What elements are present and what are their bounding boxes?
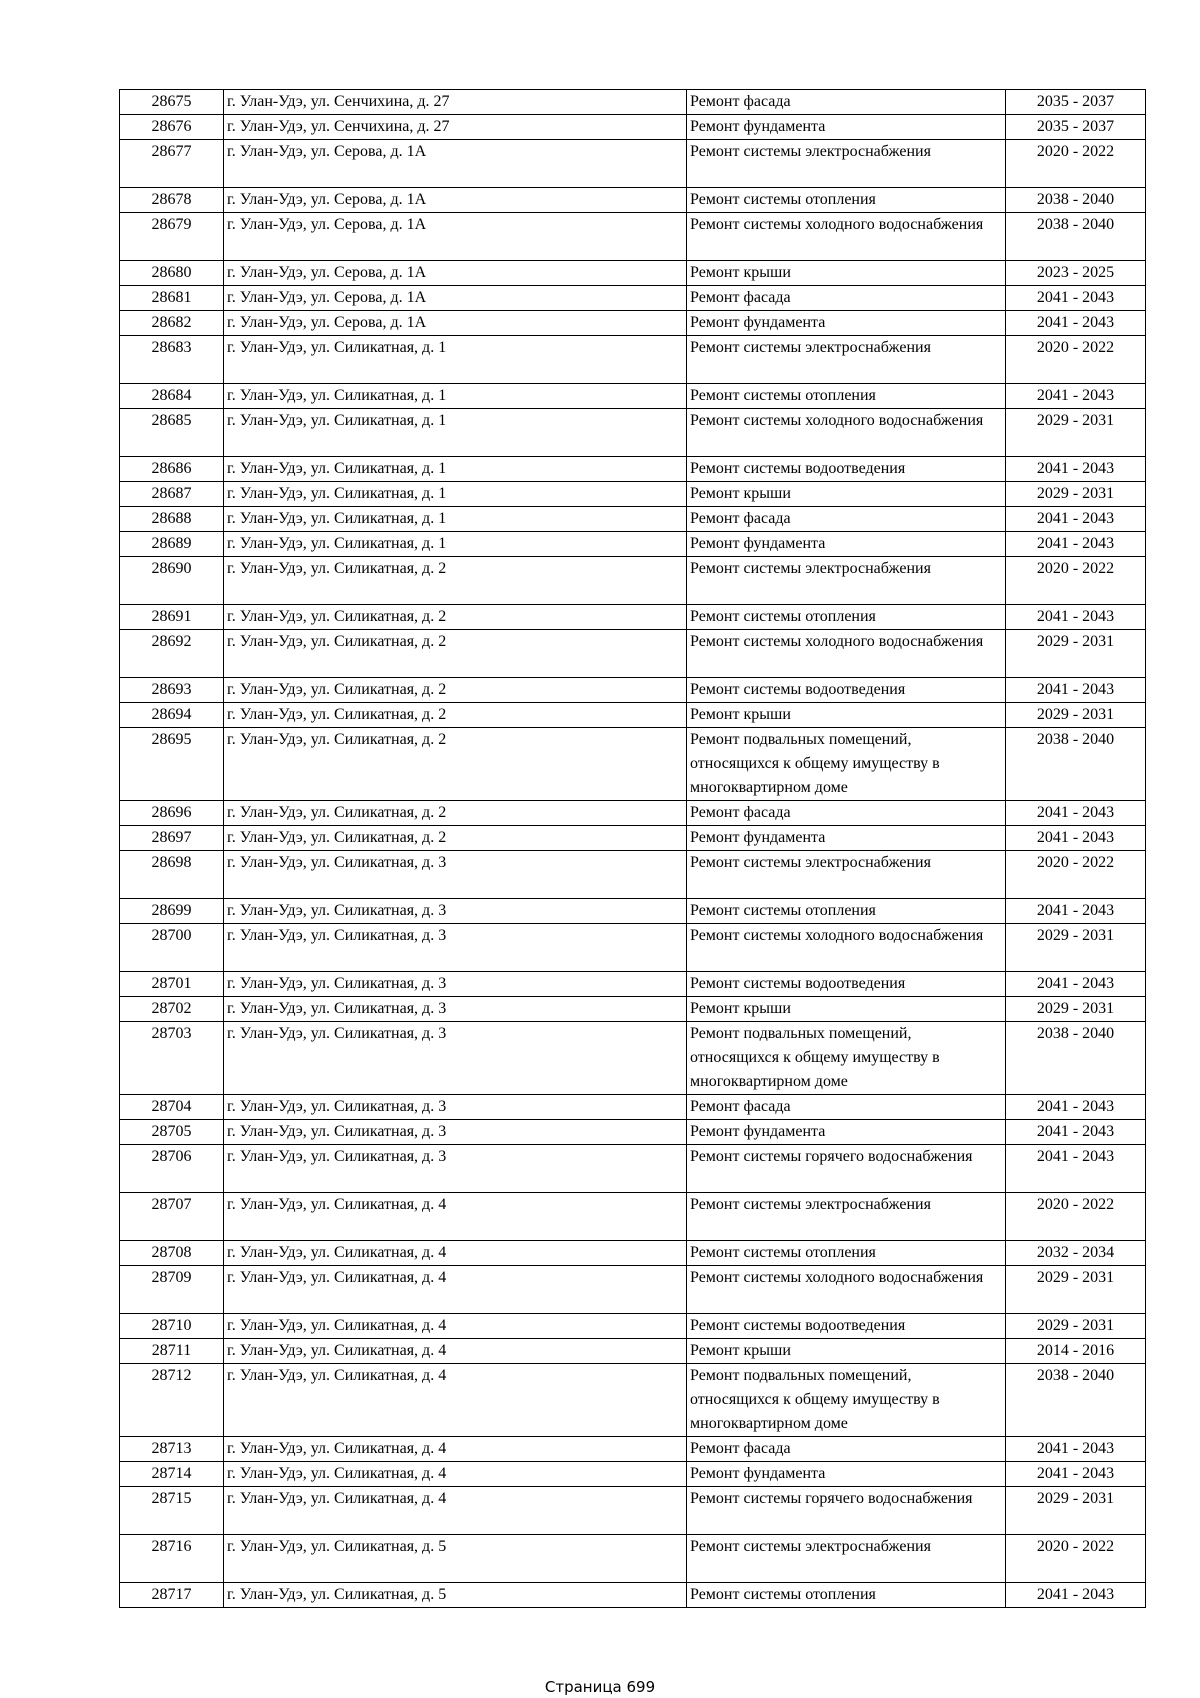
table-row (120, 972, 1146, 997)
period-cell: 2020 - 2022 (1006, 140, 1146, 188)
period-cell: 2023 - 2025 (1006, 261, 1146, 286)
period-cell: 2029 - 2031 (1006, 997, 1146, 1022)
work-type-cell: Ремонт системы электроснабжения (687, 557, 1006, 605)
work-type-cell: Ремонт фундамента (687, 1462, 1006, 1487)
work-type-cell: Ремонт фундамента (687, 1120, 1006, 1145)
table-row (120, 1022, 1146, 1095)
table-row (120, 90, 1146, 115)
table-row (120, 1095, 1146, 1120)
period-cell: 2029 - 2031 (1006, 924, 1146, 972)
row-number-cell: 28685 (120, 409, 224, 457)
period-cell: 2029 - 2031 (1006, 482, 1146, 507)
work-type-cell: Ремонт фасада (687, 1095, 1006, 1120)
address-cell: г. Улан-Удэ, ул. Силикатная, д. 1 (224, 409, 687, 457)
period-cell: 2041 - 2043 (1006, 899, 1146, 924)
period-cell: 2020 - 2022 (1006, 851, 1146, 899)
work-type-cell: Ремонт системы водоотведения (687, 457, 1006, 482)
period-cell: 2029 - 2031 (1006, 1266, 1146, 1314)
table-row (120, 801, 1146, 826)
table-row (120, 851, 1146, 899)
period-cell: 2020 - 2022 (1006, 1535, 1146, 1583)
address-cell: г. Улан-Удэ, ул. Силикатная, д. 4 (224, 1364, 687, 1437)
work-type-cell: Ремонт системы отопления (687, 384, 1006, 409)
row-number-cell: 28709 (120, 1266, 224, 1314)
address-cell: г. Улан-Удэ, ул. Силикатная, д. 4 (224, 1487, 687, 1535)
row-number-cell: 28677 (120, 140, 224, 188)
work-type-cell: Ремонт фасада (687, 801, 1006, 826)
address-cell: г. Улан-Удэ, ул. Сенчихина, д. 27 (224, 115, 687, 140)
work-type-cell: Ремонт фасада (687, 90, 1006, 115)
address-cell: г. Улан-Удэ, ул. Силикатная, д. 3 (224, 997, 687, 1022)
period-cell: 2041 - 2043 (1006, 532, 1146, 557)
row-number-cell: 28679 (120, 213, 224, 261)
period-cell: 2038 - 2040 (1006, 728, 1146, 801)
row-number-cell: 28692 (120, 630, 224, 678)
work-type-cell: Ремонт системы электроснабжения (687, 1535, 1006, 1583)
table-row (120, 899, 1146, 924)
table-row (120, 482, 1146, 507)
row-number-cell: 28681 (120, 286, 224, 311)
table-row (120, 507, 1146, 532)
work-type-cell: Ремонт крыши (687, 482, 1006, 507)
row-number-cell: 28711 (120, 1339, 224, 1364)
period-cell: 2041 - 2043 (1006, 384, 1146, 409)
table-row (120, 605, 1146, 630)
row-number-cell: 28684 (120, 384, 224, 409)
work-type-cell: Ремонт системы отопления (687, 605, 1006, 630)
row-number-cell: 28716 (120, 1535, 224, 1583)
table-row (120, 1462, 1146, 1487)
table-row (120, 1364, 1146, 1437)
row-number-cell: 28701 (120, 972, 224, 997)
table-row (120, 1145, 1146, 1193)
address-cell: г. Улан-Удэ, ул. Силикатная, д. 4 (224, 1193, 687, 1241)
table-row (120, 1120, 1146, 1145)
address-cell: г. Улан-Удэ, ул. Силикатная, д. 2 (224, 826, 687, 851)
period-cell: 2041 - 2043 (1006, 605, 1146, 630)
page-number: Страница 699 (544, 1678, 656, 1696)
work-type-cell: Ремонт системы горячего водоснабжения (687, 1487, 1006, 1535)
row-number-cell: 28714 (120, 1462, 224, 1487)
period-cell: 2041 - 2043 (1006, 286, 1146, 311)
address-cell: г. Улан-Удэ, ул. Силикатная, д. 3 (224, 851, 687, 899)
address-cell: г. Улан-Удэ, ул. Силикатная, д. 5 (224, 1583, 687, 1608)
period-cell: 2041 - 2043 (1006, 678, 1146, 703)
capital-repair-table (119, 89, 1146, 1608)
period-cell: 2041 - 2043 (1006, 507, 1146, 532)
table-row (120, 997, 1146, 1022)
work-type-cell: Ремонт подвальных помещений, относящихся к общему имуществу в многоквартирном доме (687, 728, 1006, 801)
work-type-cell: Ремонт системы холодного водоснабжения (687, 924, 1006, 972)
address-cell: г. Улан-Удэ, ул. Силикатная, д. 1 (224, 384, 687, 409)
address-cell: г. Улан-Удэ, ул. Силикатная, д. 1 (224, 532, 687, 557)
period-cell: 2020 - 2022 (1006, 557, 1146, 605)
table-row (120, 678, 1146, 703)
work-type-cell: Ремонт системы холодного водоснабжения (687, 213, 1006, 261)
period-cell: 2041 - 2043 (1006, 972, 1146, 997)
table-row (120, 1241, 1146, 1266)
work-type-cell: Ремонт фасада (687, 507, 1006, 532)
row-number-cell: 28696 (120, 801, 224, 826)
row-number-cell: 28682 (120, 311, 224, 336)
work-type-cell: Ремонт фасада (687, 286, 1006, 311)
period-cell: 2038 - 2040 (1006, 188, 1146, 213)
address-cell: г. Улан-Удэ, ул. Серова, д. 1А (224, 188, 687, 213)
row-number-cell: 28706 (120, 1145, 224, 1193)
address-cell: г. Улан-Удэ, ул. Силикатная, д. 2 (224, 630, 687, 678)
period-cell: 2029 - 2031 (1006, 703, 1146, 728)
period-cell: 2029 - 2031 (1006, 1487, 1146, 1535)
period-cell: 2038 - 2040 (1006, 1022, 1146, 1095)
row-number-cell: 28676 (120, 115, 224, 140)
table-row (120, 336, 1146, 384)
row-number-cell: 28680 (120, 261, 224, 286)
address-cell: г. Улан-Удэ, ул. Силикатная, д. 4 (224, 1437, 687, 1462)
work-type-cell: Ремонт системы отопления (687, 1583, 1006, 1608)
period-cell: 2014 - 2016 (1006, 1339, 1146, 1364)
address-cell: г. Улан-Удэ, ул. Силикатная, д. 3 (224, 972, 687, 997)
period-cell: 2041 - 2043 (1006, 1437, 1146, 1462)
address-cell: г. Улан-Удэ, ул. Силикатная, д. 3 (224, 1145, 687, 1193)
table-row (120, 630, 1146, 678)
address-cell: г. Улан-Удэ, ул. Силикатная, д. 1 (224, 482, 687, 507)
table-row (120, 532, 1146, 557)
address-cell: г. Улан-Удэ, ул. Силикатная, д. 2 (224, 557, 687, 605)
period-cell: 2041 - 2043 (1006, 1583, 1146, 1608)
address-cell: г. Улан-Удэ, ул. Силикатная, д. 4 (224, 1314, 687, 1339)
address-cell: г. Улан-Удэ, ул. Силикатная, д. 3 (224, 924, 687, 972)
row-number-cell: 28694 (120, 703, 224, 728)
address-cell: г. Улан-Удэ, ул. Силикатная, д. 1 (224, 457, 687, 482)
work-type-cell: Ремонт системы отопления (687, 188, 1006, 213)
work-type-cell: Ремонт системы электроснабжения (687, 336, 1006, 384)
work-type-cell: Ремонт фундамента (687, 115, 1006, 140)
work-type-cell: Ремонт подвальных помещений, относящихся к общему имуществу в многоквартирном доме (687, 1364, 1006, 1437)
table-row (120, 1583, 1146, 1608)
table-row (120, 1339, 1146, 1364)
period-cell: 2029 - 2031 (1006, 409, 1146, 457)
work-type-cell: Ремонт системы холодного водоснабжения (687, 1266, 1006, 1314)
period-cell: 2041 - 2043 (1006, 1095, 1146, 1120)
period-cell: 2041 - 2043 (1006, 1462, 1146, 1487)
table-row (120, 188, 1146, 213)
period-cell: 2035 - 2037 (1006, 90, 1146, 115)
table-row (120, 1193, 1146, 1241)
work-type-cell: Ремонт системы водоотведения (687, 972, 1006, 997)
document-sheet (119, 89, 1145, 1608)
row-number-cell: 28690 (120, 557, 224, 605)
table-row (120, 213, 1146, 261)
work-type-cell: Ремонт крыши (687, 703, 1006, 728)
row-number-cell: 28712 (120, 1364, 224, 1437)
address-cell: г. Улан-Удэ, ул. Силикатная, д. 1 (224, 507, 687, 532)
work-type-cell: Ремонт системы электроснабжения (687, 851, 1006, 899)
row-number-cell: 28699 (120, 899, 224, 924)
row-number-cell: 28708 (120, 1241, 224, 1266)
row-number-cell: 28710 (120, 1314, 224, 1339)
address-cell: г. Улан-Удэ, ул. Силикатная, д. 4 (224, 1266, 687, 1314)
address-cell: г. Улан-Удэ, ул. Силикатная, д. 4 (224, 1462, 687, 1487)
work-type-cell: Ремонт фундамента (687, 532, 1006, 557)
period-cell: 2032 - 2034 (1006, 1241, 1146, 1266)
work-type-cell: Ремонт системы электроснабжения (687, 1193, 1006, 1241)
row-number-cell: 28715 (120, 1487, 224, 1535)
address-cell: г. Улан-Удэ, ул. Серова, д. 1А (224, 213, 687, 261)
table-row (120, 924, 1146, 972)
address-cell: г. Улан-Удэ, ул. Силикатная, д. 2 (224, 801, 687, 826)
row-number-cell: 28695 (120, 728, 224, 801)
period-cell: 2041 - 2043 (1006, 457, 1146, 482)
row-number-cell: 28687 (120, 482, 224, 507)
work-type-cell: Ремонт крыши (687, 1339, 1006, 1364)
row-number-cell: 28693 (120, 678, 224, 703)
period-cell: 2029 - 2031 (1006, 630, 1146, 678)
address-cell: г. Улан-Удэ, ул. Силикатная, д. 3 (224, 1095, 687, 1120)
work-type-cell: Ремонт системы холодного водоснабжения (687, 409, 1006, 457)
row-number-cell: 28703 (120, 1022, 224, 1095)
row-number-cell: 28683 (120, 336, 224, 384)
table-row (120, 1266, 1146, 1314)
period-cell: 2041 - 2043 (1006, 1120, 1146, 1145)
work-type-cell: Ремонт системы холодного водоснабжения (687, 630, 1006, 678)
row-number-cell: 28678 (120, 188, 224, 213)
work-type-cell: Ремонт системы отопления (687, 899, 1006, 924)
row-number-cell: 28697 (120, 826, 224, 851)
table-row (120, 140, 1146, 188)
row-number-cell: 28691 (120, 605, 224, 630)
address-cell: г. Улан-Удэ, ул. Силикатная, д. 2 (224, 605, 687, 630)
work-type-cell: Ремонт системы горячего водоснабжения (687, 1145, 1006, 1193)
period-cell: 2038 - 2040 (1006, 213, 1146, 261)
period-cell: 2041 - 2043 (1006, 801, 1146, 826)
table-row (120, 1487, 1146, 1535)
address-cell: г. Улан-Удэ, ул. Серова, д. 1А (224, 311, 687, 336)
table-row (120, 1437, 1146, 1462)
row-number-cell: 28675 (120, 90, 224, 115)
row-number-cell: 28707 (120, 1193, 224, 1241)
work-type-cell: Ремонт системы отопления (687, 1241, 1006, 1266)
row-number-cell: 28689 (120, 532, 224, 557)
address-cell: г. Улан-Удэ, ул. Силикатная, д. 2 (224, 703, 687, 728)
row-number-cell: 28688 (120, 507, 224, 532)
table-row (120, 384, 1146, 409)
table-row (120, 261, 1146, 286)
period-cell: 2020 - 2022 (1006, 1193, 1146, 1241)
work-type-cell: Ремонт крыши (687, 261, 1006, 286)
table-row (120, 728, 1146, 801)
work-type-cell: Ремонт подвальных помещений, относящихся к общему имуществу в многоквартирном доме (687, 1022, 1006, 1095)
table-row (120, 1535, 1146, 1583)
table-row (120, 311, 1146, 336)
address-cell: г. Улан-Удэ, ул. Силикатная, д. 2 (224, 678, 687, 703)
work-type-cell: Ремонт фундамента (687, 826, 1006, 851)
row-number-cell: 28713 (120, 1437, 224, 1462)
period-cell: 2041 - 2043 (1006, 826, 1146, 851)
row-number-cell: 28698 (120, 851, 224, 899)
work-type-cell: Ремонт фасада (687, 1437, 1006, 1462)
work-type-cell: Ремонт крыши (687, 997, 1006, 1022)
work-type-cell: Ремонт системы водоотведения (687, 678, 1006, 703)
table-body (120, 90, 1146, 1608)
work-type-cell: Ремонт системы водоотведения (687, 1314, 1006, 1339)
row-number-cell: 28702 (120, 997, 224, 1022)
period-cell: 2038 - 2040 (1006, 1364, 1146, 1437)
table-row (120, 457, 1146, 482)
work-type-cell: Ремонт фундамента (687, 311, 1006, 336)
address-cell: г. Улан-Удэ, ул. Силикатная, д. 3 (224, 899, 687, 924)
period-cell: 2029 - 2031 (1006, 1314, 1146, 1339)
row-number-cell: 28717 (120, 1583, 224, 1608)
address-cell: г. Улан-Удэ, ул. Силикатная, д. 3 (224, 1120, 687, 1145)
table-row (120, 286, 1146, 311)
period-cell: 2020 - 2022 (1006, 336, 1146, 384)
row-number-cell: 28704 (120, 1095, 224, 1120)
period-cell: 2035 - 2037 (1006, 115, 1146, 140)
table-row (120, 703, 1146, 728)
period-cell: 2041 - 2043 (1006, 311, 1146, 336)
table-row (120, 826, 1146, 851)
address-cell: г. Улан-Удэ, ул. Силикатная, д. 1 (224, 336, 687, 384)
row-number-cell: 28705 (120, 1120, 224, 1145)
address-cell: г. Улан-Удэ, ул. Серова, д. 1А (224, 286, 687, 311)
address-cell: г. Улан-Удэ, ул. Силикатная, д. 3 (224, 1022, 687, 1095)
address-cell: г. Улан-Удэ, ул. Силикатная, д. 4 (224, 1339, 687, 1364)
row-number-cell: 28700 (120, 924, 224, 972)
period-cell: 2041 - 2043 (1006, 1145, 1146, 1193)
row-number-cell: 28686 (120, 457, 224, 482)
address-cell: г. Улан-Удэ, ул. Силикатная, д. 4 (224, 1241, 687, 1266)
table-row (120, 409, 1146, 457)
address-cell: г. Улан-Удэ, ул. Силикатная, д. 5 (224, 1535, 687, 1583)
table-row (120, 115, 1146, 140)
work-type-cell: Ремонт системы электроснабжения (687, 140, 1006, 188)
address-cell: г. Улан-Удэ, ул. Серова, д. 1А (224, 261, 687, 286)
address-cell: г. Улан-Удэ, ул. Сенчихина, д. 27 (224, 90, 687, 115)
address-cell: г. Улан-Удэ, ул. Силикатная, д. 2 (224, 728, 687, 801)
table-row (120, 557, 1146, 605)
address-cell: г. Улан-Удэ, ул. Серова, д. 1А (224, 140, 687, 188)
table-row (120, 1314, 1146, 1339)
